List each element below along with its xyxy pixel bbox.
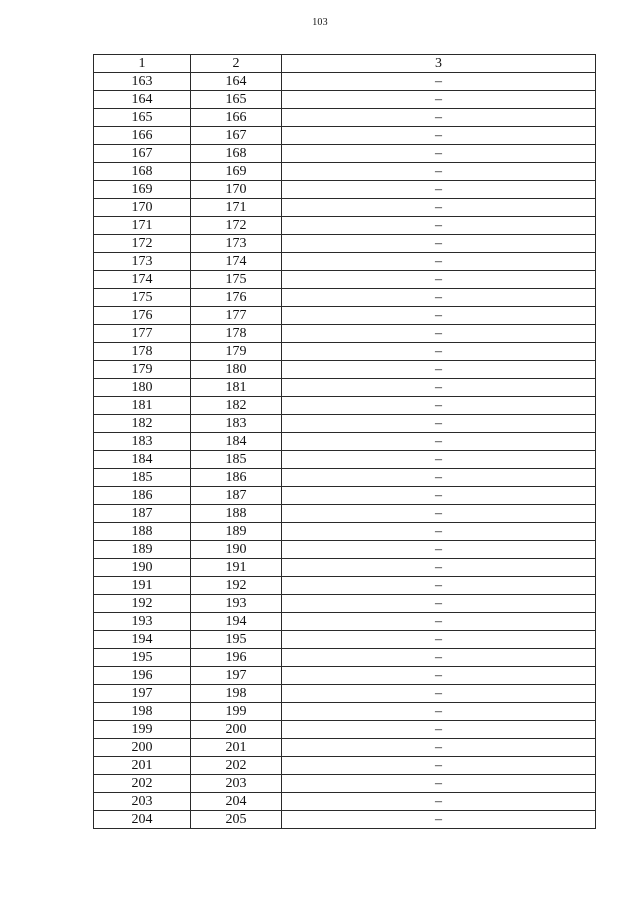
table-cell-col3: – [282, 505, 596, 523]
table-cell-col3: – [282, 757, 596, 775]
table-cell-col2: 185 [191, 451, 282, 469]
table-cell-col1: 192 [94, 595, 191, 613]
table-cell-col2: 165 [191, 91, 282, 109]
table-cell-col1: 184 [94, 451, 191, 469]
table-cell-col3: – [282, 595, 596, 613]
table-cell-col3: – [282, 631, 596, 649]
table-row [94, 451, 596, 469]
table-cell-col1: 172 [94, 235, 191, 253]
table-cell-col2: 172 [191, 217, 282, 235]
table-row [94, 127, 596, 145]
table-cell-col1: 201 [94, 757, 191, 775]
table-row [94, 379, 596, 397]
table-cell-col1: 181 [94, 397, 191, 415]
table-cell-col3: – [282, 289, 596, 307]
table-cell-col3: – [282, 559, 596, 577]
table-cell-col3: – [282, 73, 596, 91]
table-row [94, 199, 596, 217]
table-row [94, 181, 596, 199]
table-cell-col1: 164 [94, 91, 191, 109]
table-row [94, 91, 596, 109]
table-cell-col2: 190 [191, 541, 282, 559]
table-cell-col3: – [282, 343, 596, 361]
table-cell-col1: 203 [94, 793, 191, 811]
table-cell-col2: 164 [191, 73, 282, 91]
table-cell-col2: 181 [191, 379, 282, 397]
table-header-row [94, 55, 596, 73]
table-row [94, 667, 596, 685]
table-cell-col3: – [282, 415, 596, 433]
table-cell-col3: – [282, 721, 596, 739]
table-body [94, 73, 596, 829]
table-row [94, 793, 596, 811]
table-cell-col2: 201 [191, 739, 282, 757]
table-cell-col1: 183 [94, 433, 191, 451]
table-cell-col1: 170 [94, 199, 191, 217]
table-row [94, 217, 596, 235]
table-header [94, 55, 596, 73]
table-cell-col1: 193 [94, 613, 191, 631]
table-cell-col3: – [282, 253, 596, 271]
table-cell-col3: – [282, 199, 596, 217]
table-cell-col2: 194 [191, 613, 282, 631]
table-cell-col2: 176 [191, 289, 282, 307]
table-cell-col2: 199 [191, 703, 282, 721]
table-cell-col2: 187 [191, 487, 282, 505]
table-cell-col1: 174 [94, 271, 191, 289]
table-cell-col3: – [282, 775, 596, 793]
column-header-3: 3 [282, 55, 596, 73]
table-row [94, 397, 596, 415]
table-cell-col3: – [282, 649, 596, 667]
table-row [94, 577, 596, 595]
table-cell-col1: 177 [94, 325, 191, 343]
table-cell-col1: 178 [94, 343, 191, 361]
table-cell-col2: 197 [191, 667, 282, 685]
table-row [94, 235, 596, 253]
table-cell-col2: 175 [191, 271, 282, 289]
table-cell-col3: – [282, 433, 596, 451]
table-cell-col2: 203 [191, 775, 282, 793]
table-row [94, 811, 596, 829]
table-row [94, 73, 596, 91]
table-cell-col2: 174 [191, 253, 282, 271]
table-cell-col1: 196 [94, 667, 191, 685]
table-cell-col2: 178 [191, 325, 282, 343]
table-cell-col3: – [282, 163, 596, 181]
table-cell-col1: 176 [94, 307, 191, 325]
table-cell-col2: 204 [191, 793, 282, 811]
table-cell-col3: – [282, 127, 596, 145]
table-cell-col2: 195 [191, 631, 282, 649]
table-cell-col1: 188 [94, 523, 191, 541]
table-cell-col1: 187 [94, 505, 191, 523]
table-row [94, 109, 596, 127]
table-row [94, 487, 596, 505]
table-row [94, 253, 596, 271]
table-cell-col3: – [282, 271, 596, 289]
table-cell-col1: 199 [94, 721, 191, 739]
table-cell-col2: 198 [191, 685, 282, 703]
table-cell-col3: – [282, 217, 596, 235]
table-row [94, 541, 596, 559]
table-cell-col2: 177 [191, 307, 282, 325]
table-cell-col3: – [282, 541, 596, 559]
table-row [94, 163, 596, 181]
table-cell-col2: 170 [191, 181, 282, 199]
table-cell-col3: – [282, 811, 596, 829]
table-row [94, 433, 596, 451]
table-cell-col2: 173 [191, 235, 282, 253]
table-cell-col3: – [282, 379, 596, 397]
table-cell-col1: 166 [94, 127, 191, 145]
table-cell-col3: – [282, 361, 596, 379]
table-cell-col1: 175 [94, 289, 191, 307]
table-cell-col3: – [282, 739, 596, 757]
table-cell-col3: – [282, 523, 596, 541]
table-cell-col3: – [282, 145, 596, 163]
table-cell-col3: – [282, 613, 596, 631]
table-cell-col2: 188 [191, 505, 282, 523]
table-cell-col2: 202 [191, 757, 282, 775]
table-cell-col3: – [282, 667, 596, 685]
table-cell-col3: – [282, 703, 596, 721]
table-row [94, 325, 596, 343]
table-cell-col1: 165 [94, 109, 191, 127]
table-row [94, 343, 596, 361]
table-cell-col3: – [282, 235, 596, 253]
table-cell-col2: 184 [191, 433, 282, 451]
table-cell-col2: 196 [191, 649, 282, 667]
table-cell-col2: 191 [191, 559, 282, 577]
table-row [94, 289, 596, 307]
table-cell-col1: 180 [94, 379, 191, 397]
table-cell-col3: – [282, 91, 596, 109]
table-cell-col1: 185 [94, 469, 191, 487]
table-cell-col3: – [282, 181, 596, 199]
table-cell-col1: 186 [94, 487, 191, 505]
table-cell-col1: 182 [94, 415, 191, 433]
table-row [94, 505, 596, 523]
table-cell-col3: – [282, 685, 596, 703]
table-cell-col1: 197 [94, 685, 191, 703]
table-cell-col3: – [282, 469, 596, 487]
table-cell-col3: – [282, 577, 596, 595]
table-row [94, 703, 596, 721]
table-row [94, 613, 596, 631]
table-cell-col1: 200 [94, 739, 191, 757]
table-row [94, 469, 596, 487]
column-header-1: 1 [94, 55, 191, 73]
table-cell-col1: 195 [94, 649, 191, 667]
table-cell-col1: 173 [94, 253, 191, 271]
table-row [94, 739, 596, 757]
table-cell-col2: 200 [191, 721, 282, 739]
table-cell-col1: 194 [94, 631, 191, 649]
table-cell-col2: 189 [191, 523, 282, 541]
table-row [94, 361, 596, 379]
table-cell-col1: 190 [94, 559, 191, 577]
table-cell-col3: – [282, 487, 596, 505]
table-cell-col2: 179 [191, 343, 282, 361]
column-header-2: 2 [191, 55, 282, 73]
table-cell-col1: 163 [94, 73, 191, 91]
table-cell-col2: 166 [191, 109, 282, 127]
table-cell-col2: 169 [191, 163, 282, 181]
table-cell-col1: 167 [94, 145, 191, 163]
table-cell-col3: – [282, 793, 596, 811]
table-cell-col3: – [282, 325, 596, 343]
table-row [94, 721, 596, 739]
table-cell-col1: 189 [94, 541, 191, 559]
table-cell-col2: 167 [191, 127, 282, 145]
table-cell-col2: 171 [191, 199, 282, 217]
page-number: 103 [312, 17, 328, 28]
table-row [94, 523, 596, 541]
table-cell-col2: 182 [191, 397, 282, 415]
table-cell-col2: 168 [191, 145, 282, 163]
table-row [94, 685, 596, 703]
table-row [94, 271, 596, 289]
table-cell-col1: 169 [94, 181, 191, 199]
table-cell-col2: 180 [191, 361, 282, 379]
table-row [94, 415, 596, 433]
table-cell-col1: 191 [94, 577, 191, 595]
table-row [94, 307, 596, 325]
table-cell-col2: 192 [191, 577, 282, 595]
table-row [94, 775, 596, 793]
table-cell-col3: – [282, 397, 596, 415]
table-cell-col1: 204 [94, 811, 191, 829]
table-row [94, 757, 596, 775]
table-row [94, 595, 596, 613]
table-cell-col1: 198 [94, 703, 191, 721]
table-cell-col2: 183 [191, 415, 282, 433]
table-cell-col3: – [282, 451, 596, 469]
table-row [94, 145, 596, 163]
table-cell-col3: – [282, 307, 596, 325]
table-row [94, 631, 596, 649]
table-cell-col3: – [282, 109, 596, 127]
table-cell-col1: 202 [94, 775, 191, 793]
table-row [94, 649, 596, 667]
table-row [94, 559, 596, 577]
table-cell-col2: 193 [191, 595, 282, 613]
table-cell-col2: 186 [191, 469, 282, 487]
table-cell-col1: 171 [94, 217, 191, 235]
table-cell-col1: 179 [94, 361, 191, 379]
table-cell-col2: 205 [191, 811, 282, 829]
table-cell-col1: 168 [94, 163, 191, 181]
data-table [93, 54, 596, 829]
